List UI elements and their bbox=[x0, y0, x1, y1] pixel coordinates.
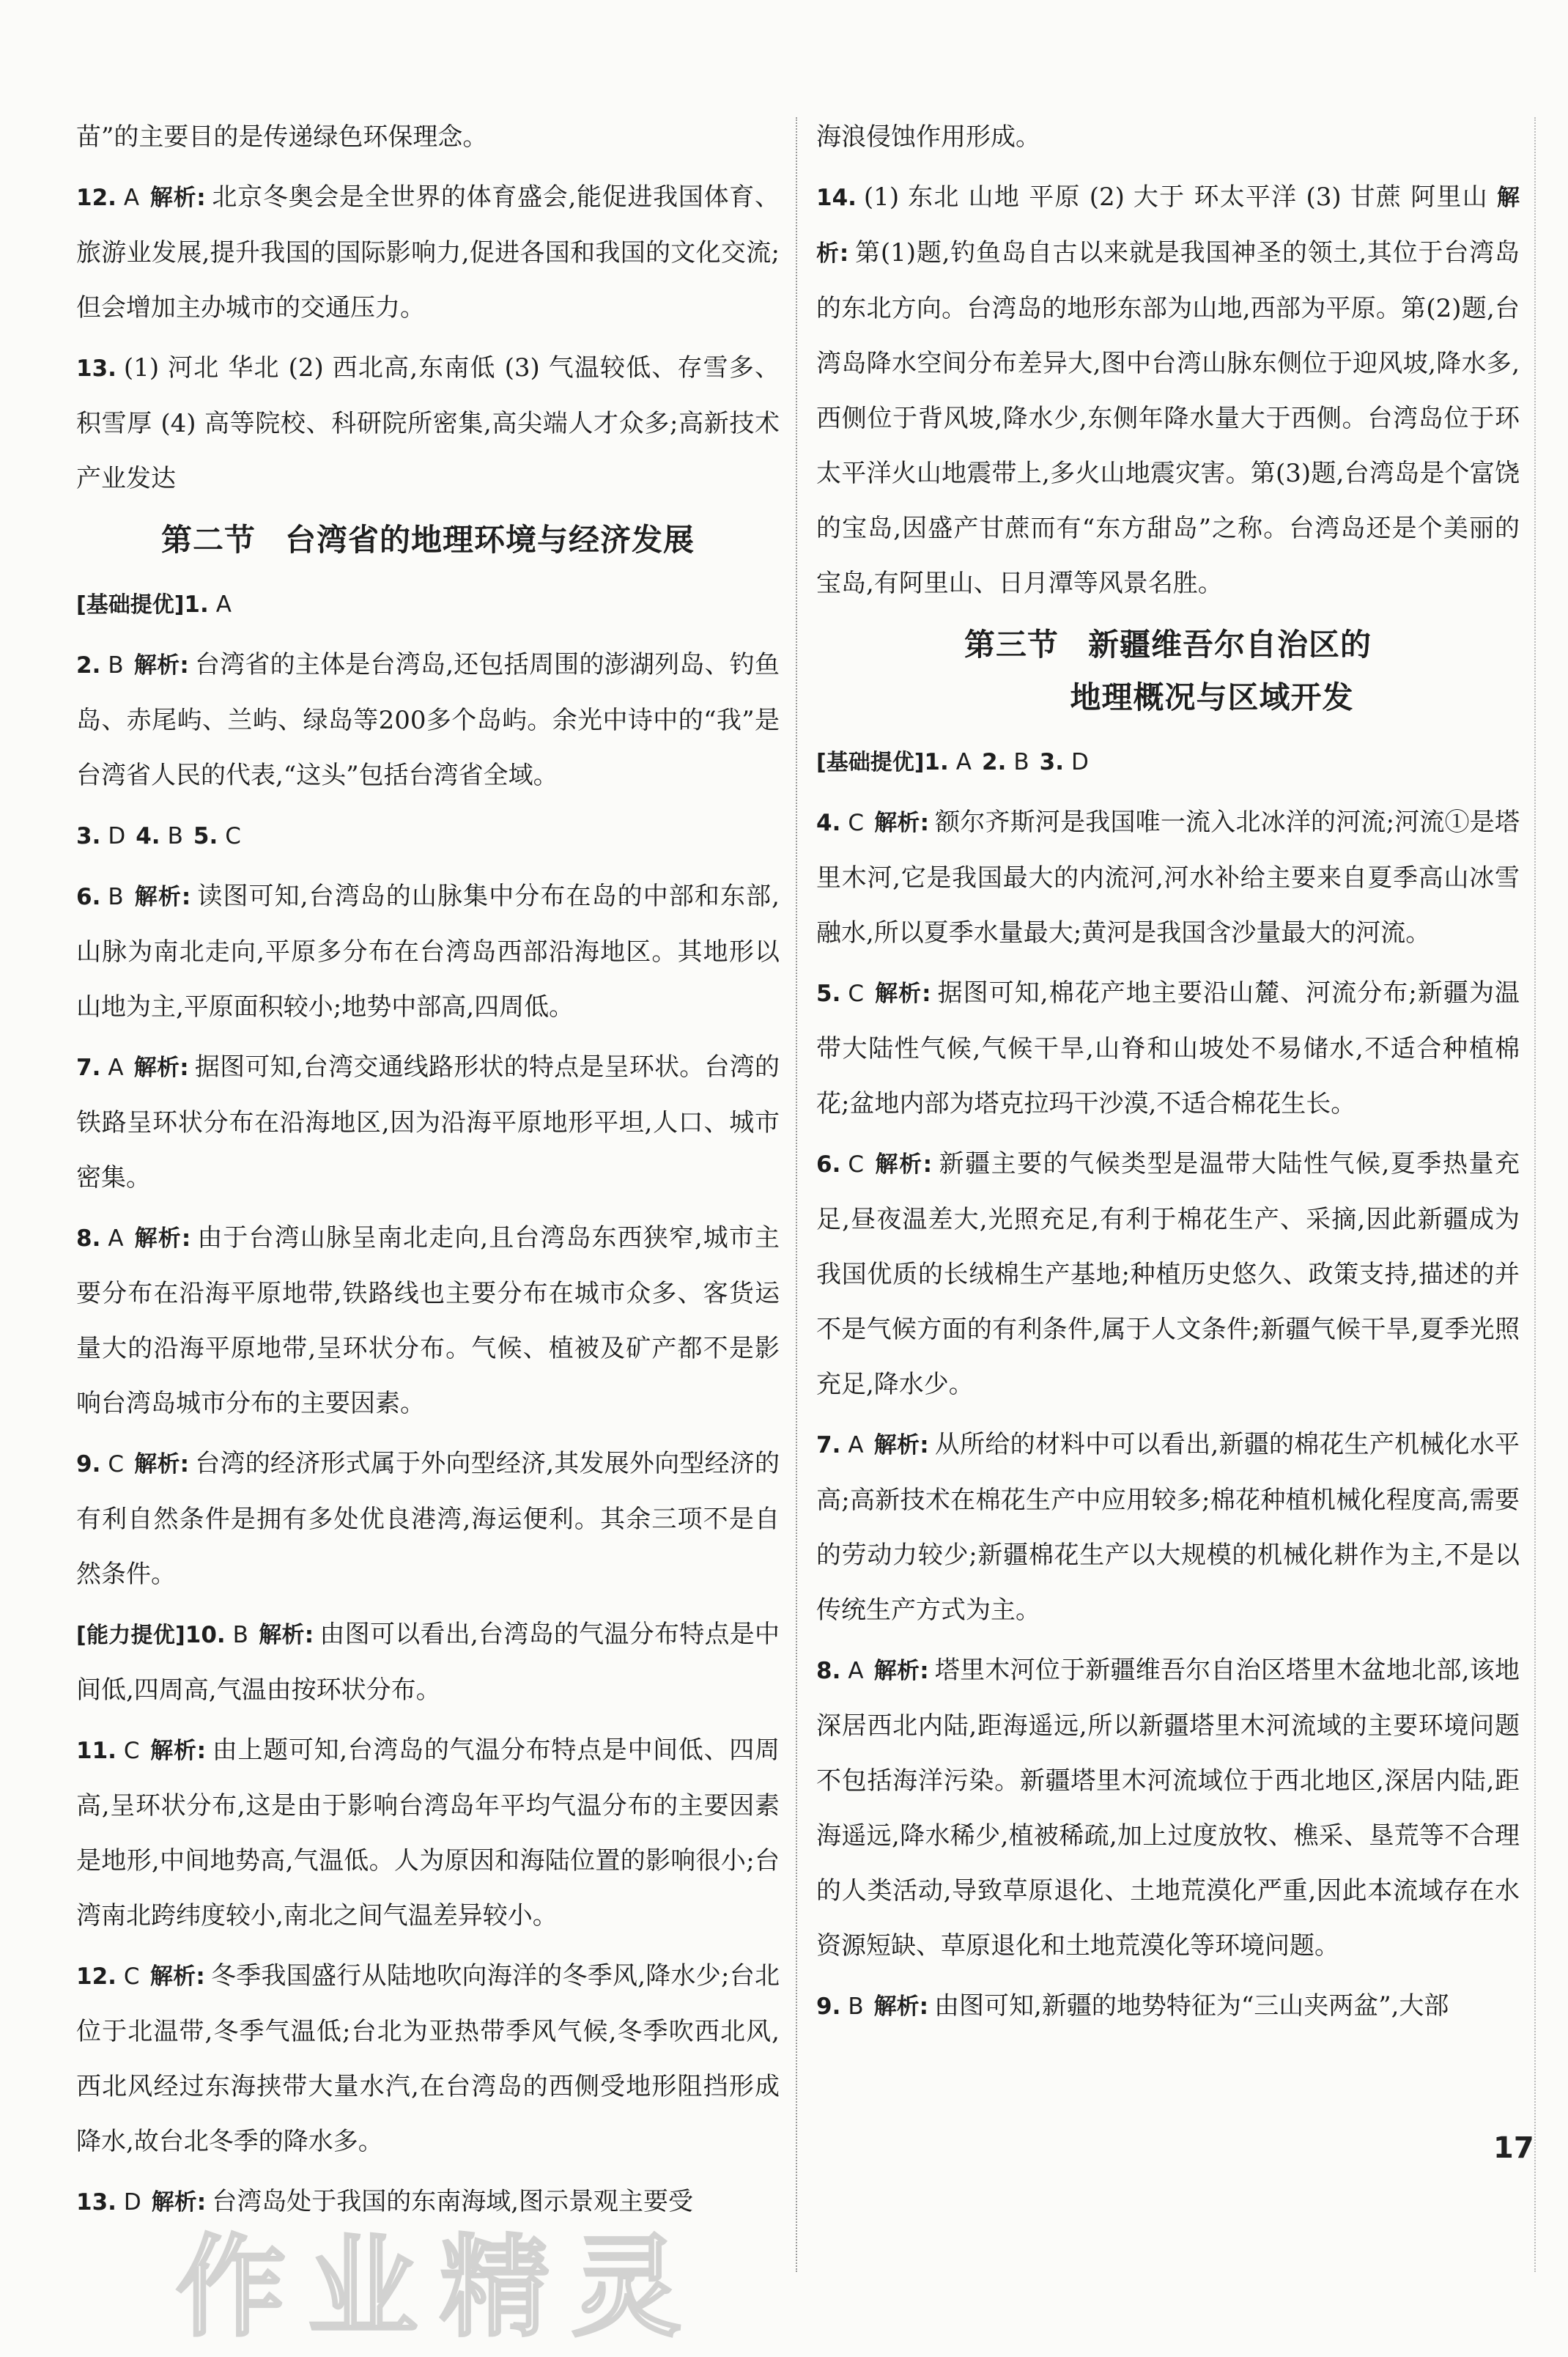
page-number: 17 bbox=[1493, 2131, 1534, 2165]
answer-12: 12. A 解析: 北京冬奥会是全世界的体育盛会,能促进我国体育、旅游业发展,提升我国的国际影响力,促进各国和我国的文化交流;但会增加主办城市的交通压力。 bbox=[76, 182, 780, 322]
answer-7: 7. A 解析: 据图可知,台湾交通线路形状的特点是呈环状。台湾的铁路呈环状分布在沿海地区,因为沿海平原地形平坦,人口、城市密集。 bbox=[76, 1052, 780, 1192]
answer-6: 6. B 解析: 读图可知,台湾岛的山脉集中分布在岛的中部和东部,山脉为南北走向,平原多分布在台湾岛西部沿海地区。其地形以山地为主,平原面积较小;地势中部高,四周低。 bbox=[76, 882, 780, 1022]
answer-13: 13. (1) 河北 华北 (2) 西北高,东南低 (3) 气温较低、存雪多、积雪厚 (4) 高等院校、科研院所密集,高尖端人才众多;高新技术产业发达 bbox=[76, 353, 780, 493]
answer-8: 8. A 解析: 由于台湾山脉呈南北走向,且台湾岛东西狭窄,城市主要分布在沿海平原地带,铁路线也主要分布在城市众多、客货运量大的沿海平原地带,呈环状分布。气候、植被及矿产都不是影响台湾岛城市分布的主要因素。 bbox=[76, 1223, 780, 1418]
basic-answers: [基础提优]1. A 2. B 3. D bbox=[816, 749, 1089, 775]
answer-6: 6. C 解析: 新疆主要的气候类型是温带大陆性气候,夏季热量充足,昼夜温差大,光照充足,有利于棉花生产、采摘,因此新疆成为我国优质的长绒棉生产基地;种植历史悠久、政策支持,描述的并不是气候方面的有利条件,属于人文条件;新疆气候干旱,夏季光照充足,降水少。 bbox=[816, 1149, 1520, 1399]
right-column bbox=[816, 110, 1520, 2040]
answer-8: 8. A 解析: 塔里木河位于新疆维吾尔自治区塔里木盆地北部,该地深居西北内陆,距海遥远,所以新疆塔里木河流域的主要环境问题不包括海洋污染。新疆塔里木河流域位于西北地区,深居内陆,距海遥远,降水稀少,植被稀疏,加上过度放牧、樵采、垦荒等不合理的人类活动,导致草原退化、土地荒漠化严重,因此本流域存在水资源短缺、草原退化和土地荒漠化等环境问题。 bbox=[816, 1656, 1520, 1961]
continuation-line: 海浪侵蚀作用形成。 bbox=[816, 122, 1040, 152]
section-heading: 第三节 新疆维吾尔自治区的 地理概况与区域开发 bbox=[964, 627, 1372, 715]
answer-12b: 12. C 解析: 冬季我国盛行从陆地吹向海洋的冬季风,降水少;台北位于北温带,冬季气温低;台北为亚热带季风气候,冬季吹西北风,西北风经过东海挟带大量水汽,在台湾岛的西侧受地形阻挡形成降水,故台北冬季的降水多。 bbox=[76, 1961, 780, 2156]
answer-2: 2. B 解析: 台湾省的主体是台湾岛,还包括周围的澎湖列岛、钓鱼岛、赤尾屿、兰屿、绿岛等200多个岛屿。余光中诗中的“我”是台湾省人民的代表,“这头”包括台湾省全域。 bbox=[76, 650, 780, 790]
answer-7: 7. A 解析: 从所给的材料中可以看出,新疆的棉花生产机械化水平高;高新技术在棉花生产中应用较多;棉花种植机械化程度高,需要的劳动力较少;新疆棉花生产以大规模的机械化耕作为主,不是以传统生产方式为主。 bbox=[816, 1430, 1520, 1625]
watermark-logo: 作业精灵 bbox=[176, 2224, 704, 2352]
answer-11: 11. C 解析: 由上题可知,台湾岛的气温分布特点是中间低、四周高,呈环状分布,这是由于影响台湾岛年平均气温分布的主要因素是地形,中间地势高,气温低。人为原因和海陆位置的影响很小;台湾南北跨纬度较小,南北之间气温差异较小。 bbox=[76, 1736, 780, 1930]
answer-9: 9. B 解析: 由图可知,新疆的地势特征为“三山夹两盆”,大部 bbox=[816, 1991, 1449, 2021]
answer-9: 9. C 解析: 台湾的经济形式属于外向型经济,其发展外向型经济的有利自然条件是拥有多处优良港湾,海运便利。其余三项不是自然条件。 bbox=[76, 1449, 780, 1589]
left-column bbox=[76, 110, 780, 2235]
column-divider bbox=[796, 117, 797, 2272]
basic-answers: [基础提优]1. A bbox=[76, 591, 232, 618]
answers-3-5: 3. D 4. B 5. C bbox=[76, 823, 241, 849]
answer-14: 14. (1) 东北 山地 平原 (2) 大于 环太平洋 (3) 甘蔗 阿里山 解析: 第(1)题,钓鱼岛自古以来就是我国神圣的领土,其位于台湾岛的东北方向。台湾岛的地形东部为山地,西部为平原。第(2)题,台湾岛降水空间分布差异大,图中台湾山脉东侧位于迎风坡,降水多,西侧位于背风坡,降水少,东侧年降水量大于西侧。台湾岛位于环太平洋火山地震带上,多火山地震灾害。第(3)题,台湾岛是个富饶的宝岛,因盛产甘蔗而有“东方甜岛”之称。台湾岛还是个美丽的宝岛,有阿里山、日月潭等风景名胜。 bbox=[816, 182, 1520, 598]
answer-5: 5. C 解析: 据图可知,棉花产地主要沿山麓、河流分布;新疆为温带大陆性气候,气候干旱,山脊和山坡处不易储水,不适合种植棉花;盆地内部为塔克拉玛干沙漠,不适合棉花生长。 bbox=[816, 978, 1520, 1118]
continuation-line: 苗”的主要目的是传递绿色环保理念。 bbox=[76, 122, 488, 152]
answer-4: 4. C 解析: 额尔齐斯河是我国唯一流入北冰洋的河流;河流①是塔里木河,它是我国最大的内流河,河水补给主要来自夏季高山冰雪融水,所以夏季水量最大;黄河是我国含沙量最大的河流。 bbox=[816, 808, 1520, 948]
section-heading: 第二节 台湾省的地理环境与经济发展 bbox=[160, 522, 695, 558]
margin-rule bbox=[1534, 117, 1536, 2272]
answer-13b: 13. D 解析: 台湾岛处于我国的东南海域,图示景观主要受 bbox=[76, 2187, 694, 2216]
answer-10: [能力提优]10. B 解析: 由图可以看出,台湾岛的气温分布特点是中间低,四周高,气温由按环状分布。 bbox=[76, 1620, 780, 1705]
